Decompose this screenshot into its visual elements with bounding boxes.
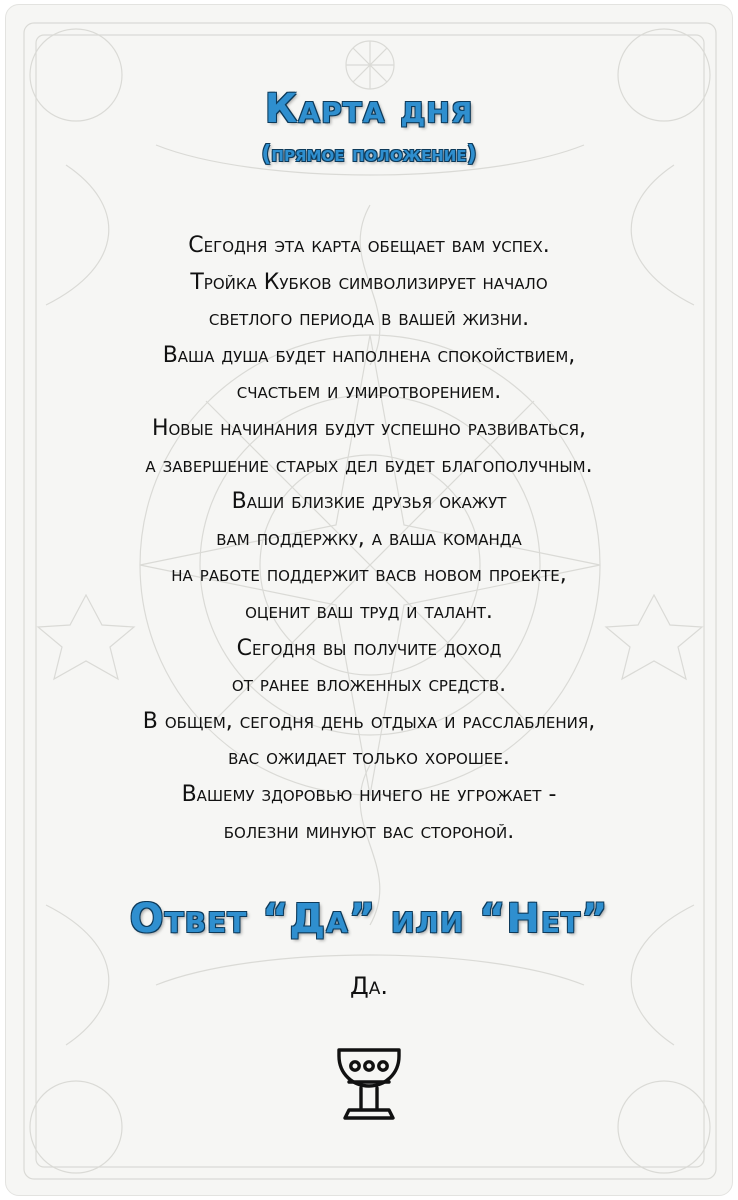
description-line: болезни минуют вас стороной. — [223, 818, 515, 844]
description-line: вас ожидает только хорошее. — [228, 745, 510, 771]
description-line: Новые начинания будут успешно развиваться, — [151, 415, 587, 441]
card-subtitle: (прямое положение) — [261, 142, 477, 167]
cup-icon — [335, 1046, 403, 1122]
description-line: счастьем и умиротворением. — [236, 379, 502, 405]
answer-title: Ответ “Да” или “Нет” — [129, 896, 609, 942]
answer-text: Да. — [349, 972, 388, 1000]
description-line: от ранее вложенных средств. — [231, 672, 507, 698]
description-line: Ваши близкие друзья окажут — [231, 489, 507, 515]
description-line: Ваша душа будет наполнена спокойствием, — [162, 342, 576, 368]
description-line: В общем, сегодня день отдыха и расслабления, — [142, 708, 596, 734]
description-line: Сегодня эта карта обещает вам успех. — [188, 233, 550, 258]
description-line: на работе поддержит васв новом проекте, — [171, 562, 567, 588]
card-title: Карта дня — [264, 86, 474, 132]
description-line: вам поддержку, а ваша команда — [216, 525, 522, 551]
description-line: оценит ваш труд и талант. — [245, 598, 493, 624]
description-line: Вашему здоровью ничего не угрожает - — [181, 781, 557, 807]
description-line: а завершение старых дел будет благополучным. — [145, 452, 593, 478]
description-line: светлого периода в вашей жизни. — [208, 306, 530, 332]
description-line: Тройка Кубков символизирует начало — [190, 269, 548, 295]
description-line: Сегодня вы получите доход — [236, 635, 502, 661]
card-description — [40, 228, 698, 850]
